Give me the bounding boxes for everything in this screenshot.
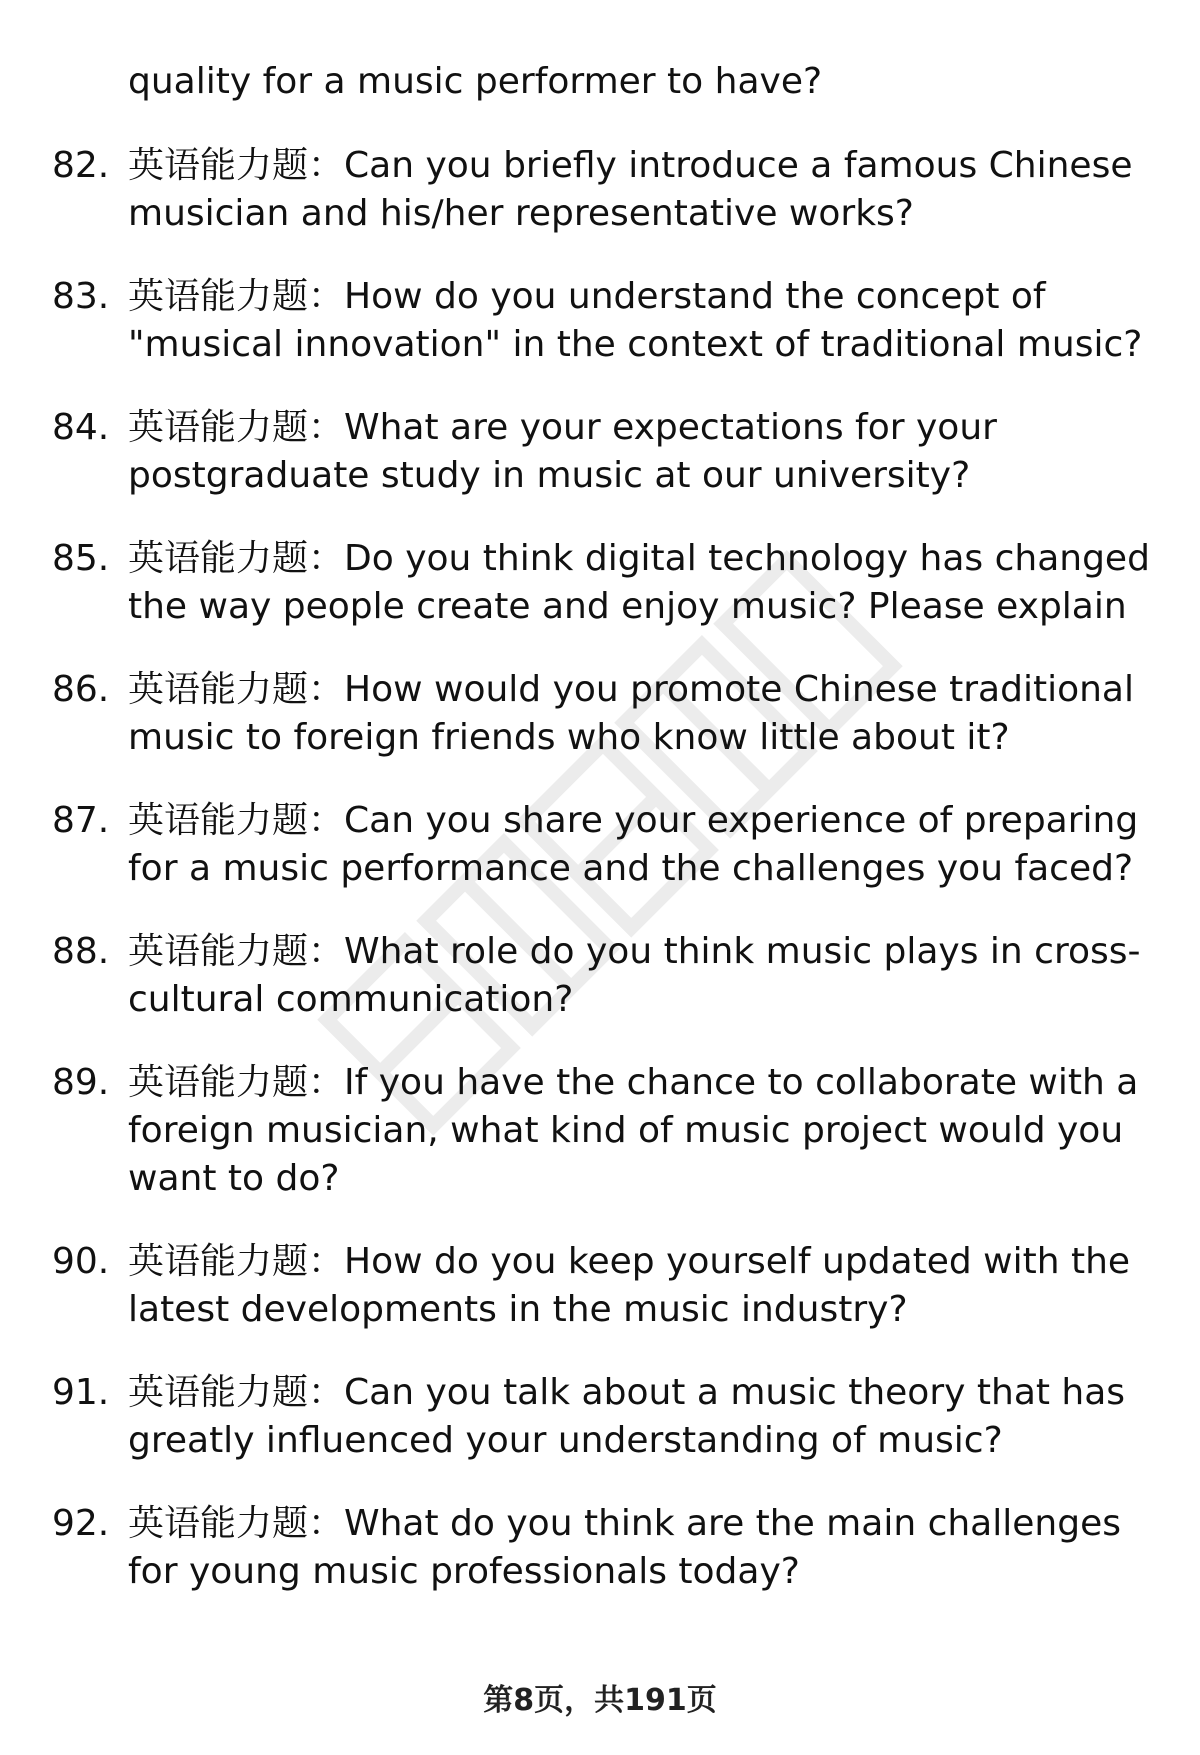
question-item bbox=[0, 1059, 1200, 1203]
question-tag: 英语能力题： bbox=[128, 931, 345, 972]
question-item bbox=[0, 273, 1200, 369]
question-text: Do you think digital technology has changed the way people create and enjoy music? Please explain bbox=[128, 538, 1150, 627]
question-body bbox=[128, 1500, 1168, 1596]
question-number: 84. bbox=[52, 407, 110, 448]
question-item bbox=[0, 797, 1200, 893]
question-body bbox=[128, 1238, 1168, 1334]
question-tag: 英语能力题： bbox=[128, 1241, 345, 1282]
question-number: 91. bbox=[52, 1372, 110, 1413]
question-tag: 英语能力题： bbox=[128, 1503, 345, 1544]
question-number: 92. bbox=[52, 1503, 110, 1544]
question-item bbox=[0, 1500, 1200, 1596]
question-body bbox=[128, 1369, 1168, 1465]
question-text: How would you promote Chinese traditional music to foreign friends who know little about it? bbox=[128, 669, 1134, 758]
question-body bbox=[128, 273, 1168, 369]
question-text: Can you share your experience of preparing for a music performance and the challenges you faced? bbox=[128, 800, 1139, 889]
question-number: 90. bbox=[52, 1241, 110, 1282]
question-list bbox=[0, 142, 1200, 1631]
question-body bbox=[128, 666, 1168, 762]
question-tag: 英语能力题： bbox=[128, 407, 345, 448]
question-text: Can you briefly introduce a famous Chinese musician and his/her representative works? bbox=[128, 145, 1133, 234]
question-tag: 英语能力题： bbox=[128, 538, 345, 579]
question-body bbox=[128, 797, 1168, 893]
question-number: 86. bbox=[52, 669, 110, 710]
question-number: 83. bbox=[52, 276, 110, 317]
question-text: If you have the chance to collaborate with a foreign musician, what kind of music project would you want to do? bbox=[128, 1062, 1139, 1199]
question-number: 85. bbox=[52, 538, 110, 579]
question-body bbox=[128, 142, 1168, 238]
question-tag: 英语能力题： bbox=[128, 1062, 345, 1103]
question-item bbox=[0, 404, 1200, 500]
question-item bbox=[0, 1238, 1200, 1334]
question-tag: 英语能力题： bbox=[128, 145, 345, 186]
question-number: 88. bbox=[52, 931, 110, 972]
question-number: 82. bbox=[52, 145, 110, 186]
continuation-text: quality for a music performer to have? bbox=[128, 61, 823, 102]
question-text: What are your expectations for your postgraduate study in music at our university? bbox=[128, 407, 997, 496]
question-body bbox=[128, 404, 1168, 500]
question-body bbox=[128, 928, 1168, 1024]
question-number: 89. bbox=[52, 1062, 110, 1103]
question-tag: 英语能力题： bbox=[128, 276, 345, 317]
question-item bbox=[0, 666, 1200, 762]
page-footer: 第8页，共191页 bbox=[483, 1683, 717, 1718]
question-body bbox=[128, 1059, 1168, 1203]
question-number: 87. bbox=[52, 800, 110, 841]
question-tag: 英语能力题： bbox=[128, 1372, 345, 1413]
question-tag: 英语能力题： bbox=[128, 669, 345, 710]
question-text: Can you talk about a music theory that has greatly influenced your understanding of music? bbox=[128, 1372, 1126, 1461]
question-item bbox=[0, 928, 1200, 1024]
question-item bbox=[0, 142, 1200, 238]
question-tag: 英语能力题： bbox=[128, 800, 345, 841]
question-text: What role do you think music plays in cross-cultural communication? bbox=[128, 931, 1141, 1020]
question-text: How do you understand the concept of "musical innovation" in the context of traditional music? bbox=[128, 276, 1143, 365]
question-item bbox=[0, 535, 1200, 631]
question-text: How do you keep yourself updated with the latest developments in the music industry? bbox=[128, 1241, 1131, 1330]
question-body bbox=[128, 535, 1168, 631]
question-text: What do you think are the main challenges for young music professionals today? bbox=[128, 1503, 1121, 1592]
question-item bbox=[0, 1369, 1200, 1465]
